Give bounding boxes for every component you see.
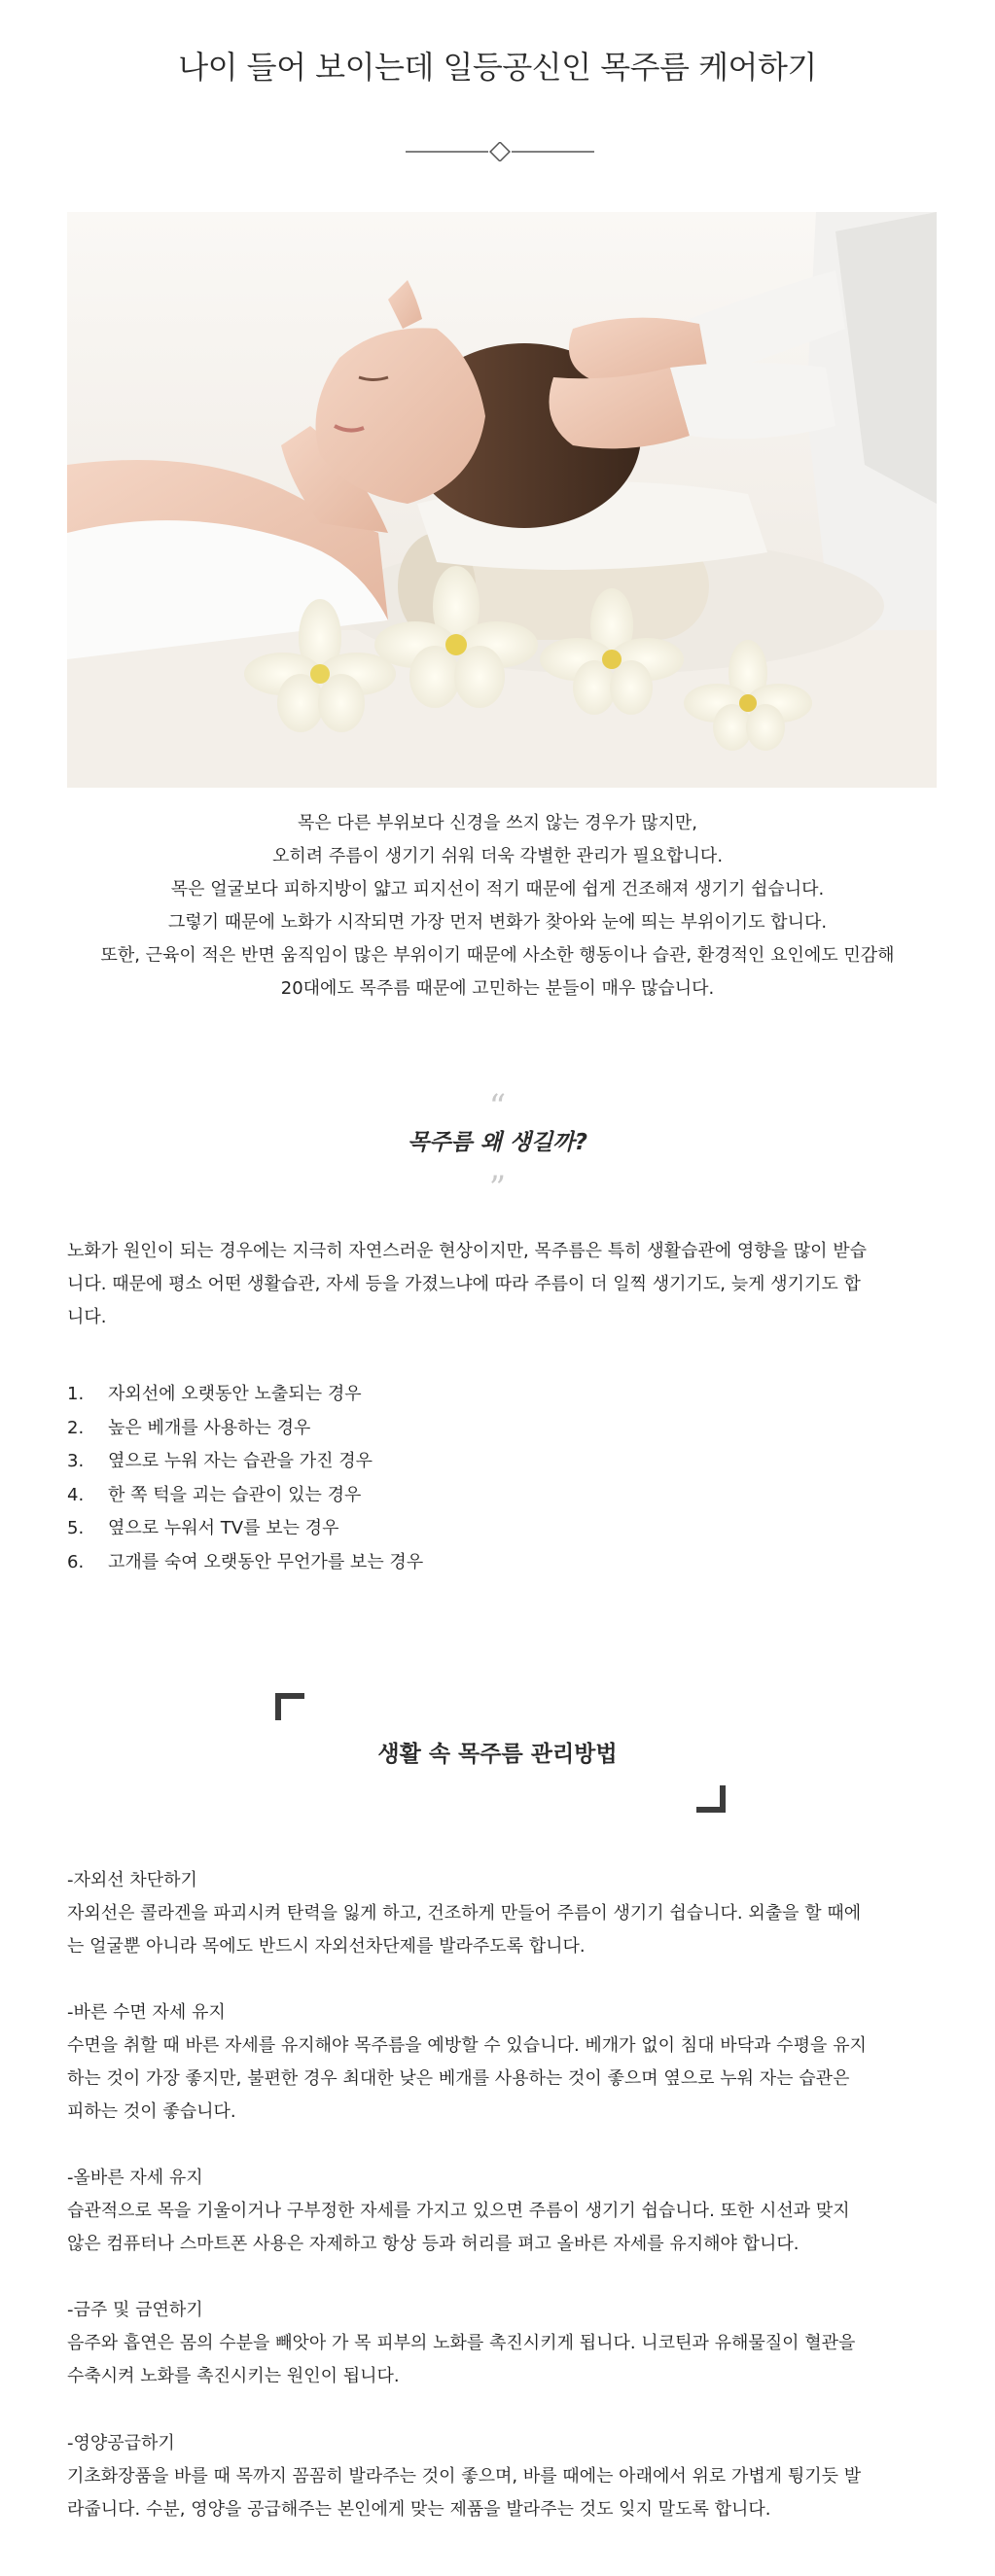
why-line: 니다. 때문에 평소 어떤 생활습관, 자세 등을 가졌느냐에 따라 주름이 더 일찍 생기기도, 늦게 생기기도 합	[67, 1274, 861, 1294]
intro-line: 목은 다른 부위보다 신경을 쓰지 않는 경우가 많지만,	[298, 813, 697, 833]
list-item	[67, 1479, 937, 1513]
intro-line: 그렇기 때문에 노화가 시작되면 가장 먼저 변화가 찾아와 눈에 띄는 부위이기도 합니다.	[167, 912, 828, 933]
intro-line: 또한, 근육이 적은 반면 움직임이 많은 부위이기 때문에 사소한 행동이나 습관, 환경적인 요인에도 민감해	[100, 945, 895, 966]
hero-image	[67, 212, 937, 788]
cause-list	[67, 1378, 937, 1579]
tip-line: 수축시켜 노화를 촉진시키는 원인이 됩니다.	[67, 2366, 400, 2386]
tip-line: 라줍니다. 수분, 영양을 공급해주는 본인에게 맞는 제품을 발라주는 것도 잊지 말도록 합니다.	[67, 2499, 771, 2520]
tip-line: 하는 것이 가장 좋지만, 불편한 경우 최대한 낮은 베개를 사용하는 것이 좋으며 옆으로 누워 자는 습관은	[67, 2068, 850, 2089]
list-number: 4.	[67, 1484, 85, 1505]
list-item	[67, 1378, 937, 1412]
corner-bracket-icon	[275, 1693, 304, 1720]
tip-line: 않은 컴퓨터나 스마트폰 사용은 자제하고 항상 등과 허리를 펴고 올바른 자세를 유지해야 합니다.	[67, 2234, 800, 2254]
list-item	[67, 1412, 937, 1446]
tip-block	[67, 2294, 937, 2393]
list-text: 옆으로 누워서 TV를 보는 경우	[108, 1518, 339, 1538]
tip-heading: -영양공급하기	[67, 2433, 175, 2453]
title-divider	[406, 142, 594, 161]
why-line: 니다.	[67, 1307, 107, 1327]
intro-text	[58, 807, 937, 1006]
list-number: 5.	[67, 1518, 85, 1538]
corner-bracket-icon	[696, 1785, 726, 1813]
list-number: 3.	[67, 1451, 85, 1471]
list-number: 2.	[67, 1417, 85, 1438]
why-paragraph	[67, 1235, 937, 1334]
tip-line: 기초화장품을 바를 때 목까지 꼼꼼히 발라주는 것이 좋으며, 바를 때에는 아래에서 위로 가볍게 튕기듯 발	[67, 2466, 862, 2487]
list-text: 한 쪽 턱을 괴는 습관이 있는 경우	[108, 1484, 362, 1505]
care-heading: 생활 속 목주름 관리방법	[377, 1742, 618, 1767]
list-number: 6.	[67, 1551, 85, 1572]
page-title: 나이 들어 보이는데 일등공신인 목주름 케어하기	[178, 49, 817, 86]
tip-heading: -금주 및 금연하기	[67, 2300, 203, 2320]
tip-heading: -바른 수면 자세 유지	[67, 2002, 226, 2023]
list-number: 1.	[67, 1384, 85, 1404]
tip-line: 는 얼굴뿐 아니라 목에도 반드시 자외선차단제를 발라주도록 합니다.	[67, 1936, 586, 1957]
tip-line: 자외선은 콜라겐을 파괴시켜 탄력을 잃게 하고, 건조하게 만들어 주름이 생기기 쉽습니다. 외출을 할 때에	[67, 1903, 862, 1923]
list-text: 자외선에 오랫동안 노출되는 경우	[108, 1384, 362, 1404]
tip-line: 음주와 흡연은 몸의 수분을 빼앗아 가 목 피부의 노화를 촉진시키게 됩니다. 니코틴과 유해물질이 혈관을	[67, 2333, 856, 2353]
tip-line: 습관적으로 목을 기울이거나 구부정한 자세를 가지고 있으면 주름이 생기기 쉽습니다. 또한 시선과 맞지	[67, 2201, 850, 2221]
list-item	[67, 1546, 937, 1580]
list-item	[67, 1512, 937, 1546]
tip-heading: -올바른 자세 유지	[67, 2168, 203, 2188]
tip-block	[67, 1864, 937, 1963]
list-item	[67, 1445, 937, 1479]
why-heading: 목주름 왜 생길까?	[408, 1130, 587, 1155]
tip-block	[67, 2427, 937, 2526]
list-text: 고개를 숙여 오랫동안 무언가를 보는 경우	[108, 1551, 424, 1572]
tip-heading: -자외선 차단하기	[67, 1870, 197, 1890]
list-text: 높은 베개를 사용하는 경우	[108, 1417, 311, 1438]
intro-line: 오히려 주름이 생기기 쉬워 더욱 각별한 관리가 필요합니다.	[271, 846, 724, 866]
close-quote-icon: ”	[488, 1169, 507, 1208]
intro-line: 목은 얼굴보다 피하지방이 얇고 피지선이 적기 때문에 쉽게 건조해져 생기기 쉽습니다.	[170, 879, 825, 900]
tip-block	[67, 1996, 937, 2129]
tip-block	[67, 2162, 937, 2261]
tip-line: 피하는 것이 좋습니다.	[67, 2101, 236, 2122]
intro-line: 20대에도 목주름 때문에 고민하는 분들이 매우 많습니다.	[280, 978, 715, 999]
why-line: 노화가 원인이 되는 경우에는 지극히 자연스러운 현상이지만, 목주름은 특히 생활습관에 영향을 많이 받습	[67, 1241, 868, 1261]
tip-line: 수면을 취할 때 바른 자세를 유지해야 목주름을 예방할 수 있습니다. 베개가 없이 침대 바닥과 수평을 유지	[67, 2035, 867, 2056]
list-text: 옆으로 누워 자는 습관을 가진 경우	[108, 1451, 373, 1471]
facial-massage-illustration	[67, 212, 937, 788]
open-quote-icon: “	[488, 1087, 507, 1126]
